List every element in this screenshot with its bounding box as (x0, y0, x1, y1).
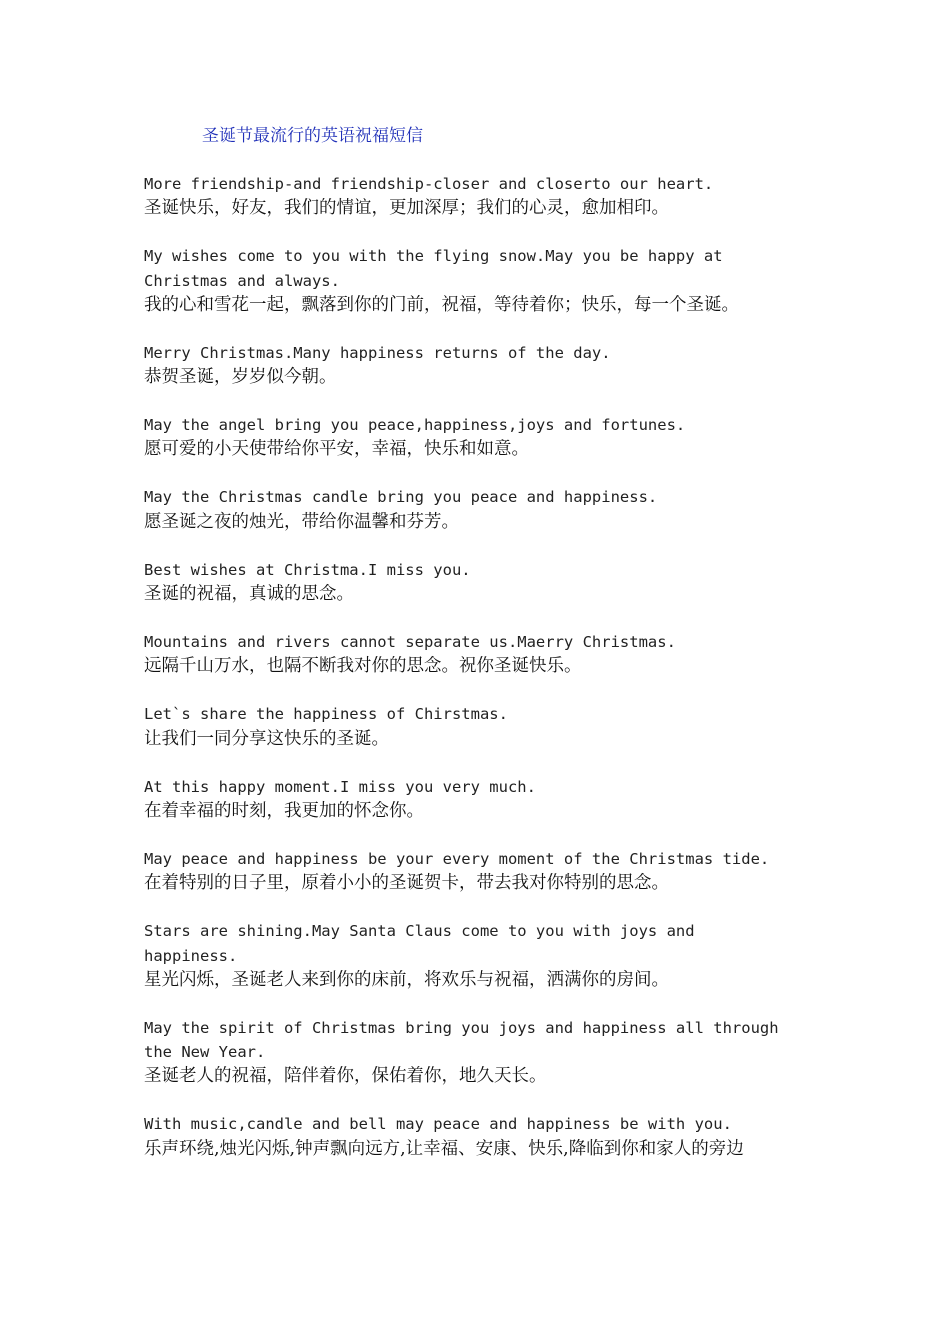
english-greeting: May the Christmas candle bring you peace and happiness. (144, 488, 658, 507)
chinese-greeting: 我的心和雪花一起，飘落到你的门前，祝福，等待着你；快乐，每一个圣诞。 (144, 294, 739, 315)
english-greeting: May the spirit of Christmas bring you joys and happiness all through the New Year. (144, 1018, 779, 1062)
chinese-greeting: 愿圣诞之夜的烛光，带给你温馨和芬芳。 (144, 511, 459, 532)
greeting-entry (144, 341, 824, 389)
greeting-entry (144, 172, 824, 220)
chinese-greeting: 在着幸福的时刻，我更加的怀念你。 (144, 800, 424, 821)
chinese-greeting: 愿可爱的小天使带给你平安，幸福，快乐和如意。 (144, 439, 529, 460)
english-greeting: With music,candle and bell may peace and happiness be with you. (144, 1115, 732, 1134)
chinese-greeting: 让我们一同分享这快乐的圣诞。 (144, 728, 389, 749)
document-body (144, 172, 824, 1185)
chinese-greeting: 星光闪烁，圣诞老人来到你的床前，将欢乐与祝福，洒满你的房间。 (144, 969, 669, 990)
english-greeting: May the angel bring you peace,happiness,joys and fortunes. (144, 416, 686, 435)
chinese-greeting: 在着特别的日子里，原着小小的圣诞贺卡，带去我对你特别的思念。 (144, 873, 669, 894)
english-greeting: Stars are shining.May Santa Claus come to you with joys and happiness. (144, 922, 695, 965)
chinese-greeting: 恭贺圣诞，岁岁似今朝。 (144, 367, 337, 388)
english-greeting: My wishes come to you with the flying snow.May you be happy at Christmas and always. (144, 247, 723, 290)
greeting-entry (144, 558, 824, 606)
english-greeting: Mountains and rivers cannot separate us.Maerry Christmas. (144, 633, 676, 652)
greeting-entry (144, 244, 824, 317)
english-greeting: At this happy moment.I miss you very much. (144, 777, 536, 796)
chinese-greeting: 远隔千山万水，也隔不断我对你的思念。祝你圣诞快乐。 (144, 656, 582, 677)
greeting-entry (144, 413, 824, 461)
english-greeting: Merry Christmas.Many happiness returns of the day. (144, 343, 611, 362)
chinese-greeting: 圣诞老人的祝福，陪伴着你，保佑着你，地久天长。 (144, 1066, 547, 1087)
greeting-entry (144, 1112, 824, 1160)
english-greeting: More friendship-and friendship-closer and closerto our heart. (144, 175, 714, 193)
english-greeting: Best wishes at Christma.I miss you. (144, 560, 471, 579)
chinese-greeting: 乐声环绕,烛光闪烁,钟声飘向远方,让幸福、安康、快乐,降临到你和家人的旁边 (144, 1138, 744, 1159)
document-title: 圣诞节最流行的英语祝福短信 (202, 126, 423, 146)
chinese-greeting: 圣诞的祝福，真诚的思念。 (144, 584, 354, 605)
greeting-entry (144, 630, 824, 678)
greeting-entry (144, 485, 824, 533)
english-greeting: May peace and happiness be your every moment of the Christmas tide. (144, 849, 770, 868)
english-greeting: Let`s share the happiness of Chirstmas. (144, 705, 508, 724)
greeting-entry (144, 1016, 824, 1089)
chinese-greeting: 圣诞快乐，好友，我们的情谊，更加深厚；我们的心灵，愈加相印。 (144, 198, 669, 219)
greeting-entry (144, 919, 824, 992)
greeting-entry (144, 775, 824, 823)
greeting-entry (144, 847, 824, 895)
greeting-entry (144, 702, 824, 750)
